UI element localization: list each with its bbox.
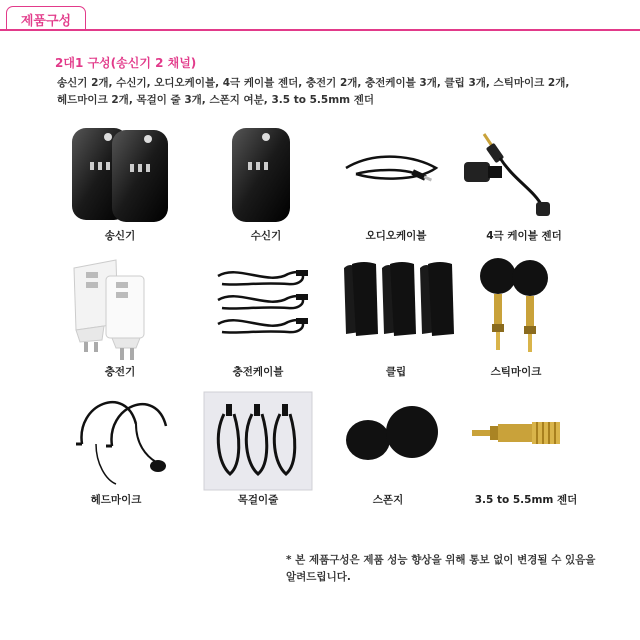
item-sponge [308, 384, 468, 514]
item-label: 스폰지 [372, 494, 404, 506]
section-subtitle: 2대1 구성(송신기 2 채널) [55, 56, 197, 70]
item-label: 충전케이블 [232, 366, 284, 378]
sponge-icon [308, 384, 468, 496]
item-label: 4극 케이블 젠더 [486, 230, 562, 242]
item-headset-mic [36, 384, 196, 514]
stick-mic-icon [436, 256, 596, 368]
item-gender-cable [444, 120, 604, 250]
item-adapter [446, 384, 606, 514]
item-label: 헤드마이크 [90, 494, 142, 506]
section-description [57, 75, 617, 109]
tab-underline [0, 29, 640, 31]
item-label: 클립 [385, 366, 407, 378]
item-charging-cable [178, 256, 338, 386]
item-charger [40, 256, 200, 386]
item-label: 목걸이줄 [237, 494, 279, 506]
item-label: 송신기 [104, 230, 136, 242]
tab-label: 제품구성 [20, 13, 72, 29]
notice-line-1: * 본 제품구성은 제품 성능 향상을 위해 통보 없이 변경될 수 있음을 [286, 554, 596, 566]
item-label: 충전기 [104, 366, 136, 378]
description-line-1: 송신기 2개, 수신기, 오디오케이블, 4극 케이블 젠더, 충전기 2개, 충전케이블 3개, 클립 3개, 스틱마이크 2개, [57, 77, 570, 89]
notice-text [286, 552, 595, 586]
adapter-icon [446, 384, 606, 496]
transmitter-icon [40, 120, 200, 232]
item-label: 오디오케이블 [365, 230, 427, 242]
tab-product-composition[interactable] [6, 6, 86, 31]
description-line-2: 헤드마이크 2개, 목걸이 줄 3개, 스폰지 여분, 3.5 to 5.5mm 젠더 [57, 94, 375, 106]
gender-cable-icon [444, 120, 604, 232]
item-stick-mic [436, 256, 596, 386]
notice-line-2: 알려드립니다. [286, 571, 351, 583]
item-label: 3.5 to 5.5mm 젠더 [474, 494, 578, 506]
item-label: 수신기 [250, 230, 282, 242]
charger-icon [40, 256, 200, 368]
headset-mic-icon [36, 384, 196, 496]
item-transmitter [40, 120, 200, 250]
item-label: 스틱마이크 [490, 366, 542, 378]
charging-cable-icon [178, 256, 338, 368]
